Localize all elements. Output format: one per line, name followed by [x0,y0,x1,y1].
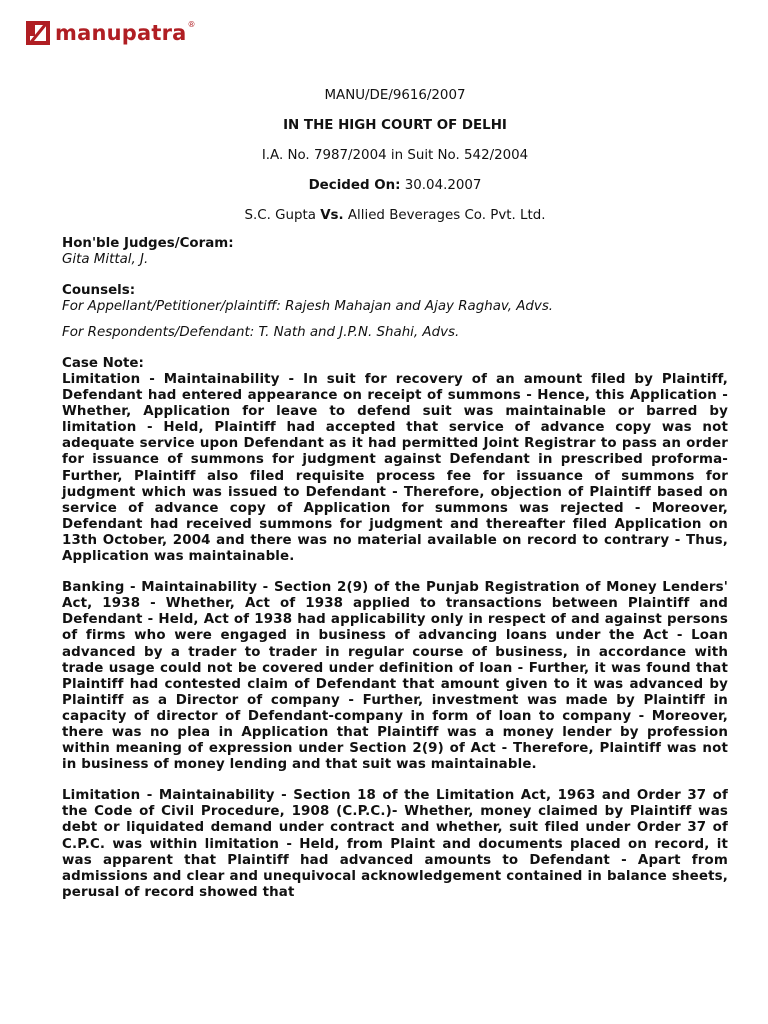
case-note-section [62,356,728,901]
decided-label: Decided On: [308,178,401,193]
versus: Vs. [320,208,344,223]
brand-name: manupatra [55,21,187,45]
court-name: IN THE HIGH COURT OF DELHI [283,118,507,133]
party-two: Allied Beverages Co. Pvt. Ltd. [347,208,546,223]
case-note-paragraph: Limitation - Maintainability - In suit for recovery of an amount filed by Plaintiff, Defendant had entered appearance on receipt of summons - Hence, this Application - Whether, Application for leave to defend suit was maintainable or barred by limitation - Held, Plaintiff had accepted that service of advance copy was not adequate service upon Defendant as it had permitted Joint Registrar to pass an order for issuance of summons for judgment against Defendant in prescribed proforma- Further, Plaintiff also filed requisite process fee for issuance of summons for judgment which was issued to Defendant - Therefore, objection of Plaintiff based on service of advance copy of Application for summons was rejected - Moreover, Defendant had received summons for judgment and thereafter filed Application on 13th October, 2004 and there was no material available on record to contrary - Thus, Application was maintainable. [62,372,728,565]
parties [62,206,728,226]
counsels-section [62,283,728,341]
counsel-appellant: For Appellant/Petitioner/plaintiff: Rajesh Mahajan and Ajay Raghav, Advs. [62,299,554,314]
decided-date: 30.04.2007 [404,178,482,193]
counsels-label: Counsels: [62,283,136,298]
decided-on [62,176,728,196]
case-note-label: Case Note: [62,356,144,371]
judges-section [62,236,728,268]
judges-names: Gita Mittal, J. [62,252,149,267]
manupatra-logo [25,18,196,48]
manupatra-logo-icon [25,20,51,46]
party-one: S.C. Gupta [244,208,316,223]
counsel-respondent: For Respondents/Defendant: T. Nath and J.P.N. Shahi, Advs. [62,325,460,340]
judgment-document [62,86,728,901]
judges-label: Hon'ble Judges/Coram: [62,236,234,251]
citation: MANU/DE/9616/2007 [324,88,466,103]
application-number: I.A. No. 7987/2004 in Suit No. 542/2004 [261,148,529,163]
case-note-paragraph: Limitation - Maintainability - Section 18 of the Limitation Act, 1963 and Order 37 of the Code of Civil Procedure, 1908 (C.P.C.)- Whether, money claimed by Plaintiff was debt or liquidated demand under contract and whether, suit filed under Order 37 of C.P.C. was within limitation - Held, from Plaint and documents placed on record, it was apparent that Plaintiff had advanced amounts to Defendant - Apart from admissions and clear and unequivocal acknowledgement contained in balance sheets, perusal of record showed that [62,788,728,900]
registered-mark: ® [187,20,196,29]
case-note-paragraph: Banking - Maintainability - Section 2(9) of the Punjab Registration of Money Lenders' Act, 1938 - Whether, Act of 1938 applied to transactions between Plaintiff and Defendant - Held, Act of 1938 had applicability only in respect of and against persons of firms who were engaged in business of advancing loans under the Act - Loan advanced by a trader to trader in regular course of business, in accordance with trade usage could not be covered under definition of loan - Further, it was found that Plaintiff had contested claim of Defendant that amount given to it was advanced by Plaintiff as a Director of company - Further, investment was made by Plaintiff in capacity of director of Defendant-company in form of loan to company - Moreover, there was no plea in Application that Plaintiff was a money lender by profession within meaning of expression under Section 2(9) of Act - Therefore, Plaintiff was not in business of money lending and that suit was maintainable. [62,580,728,773]
